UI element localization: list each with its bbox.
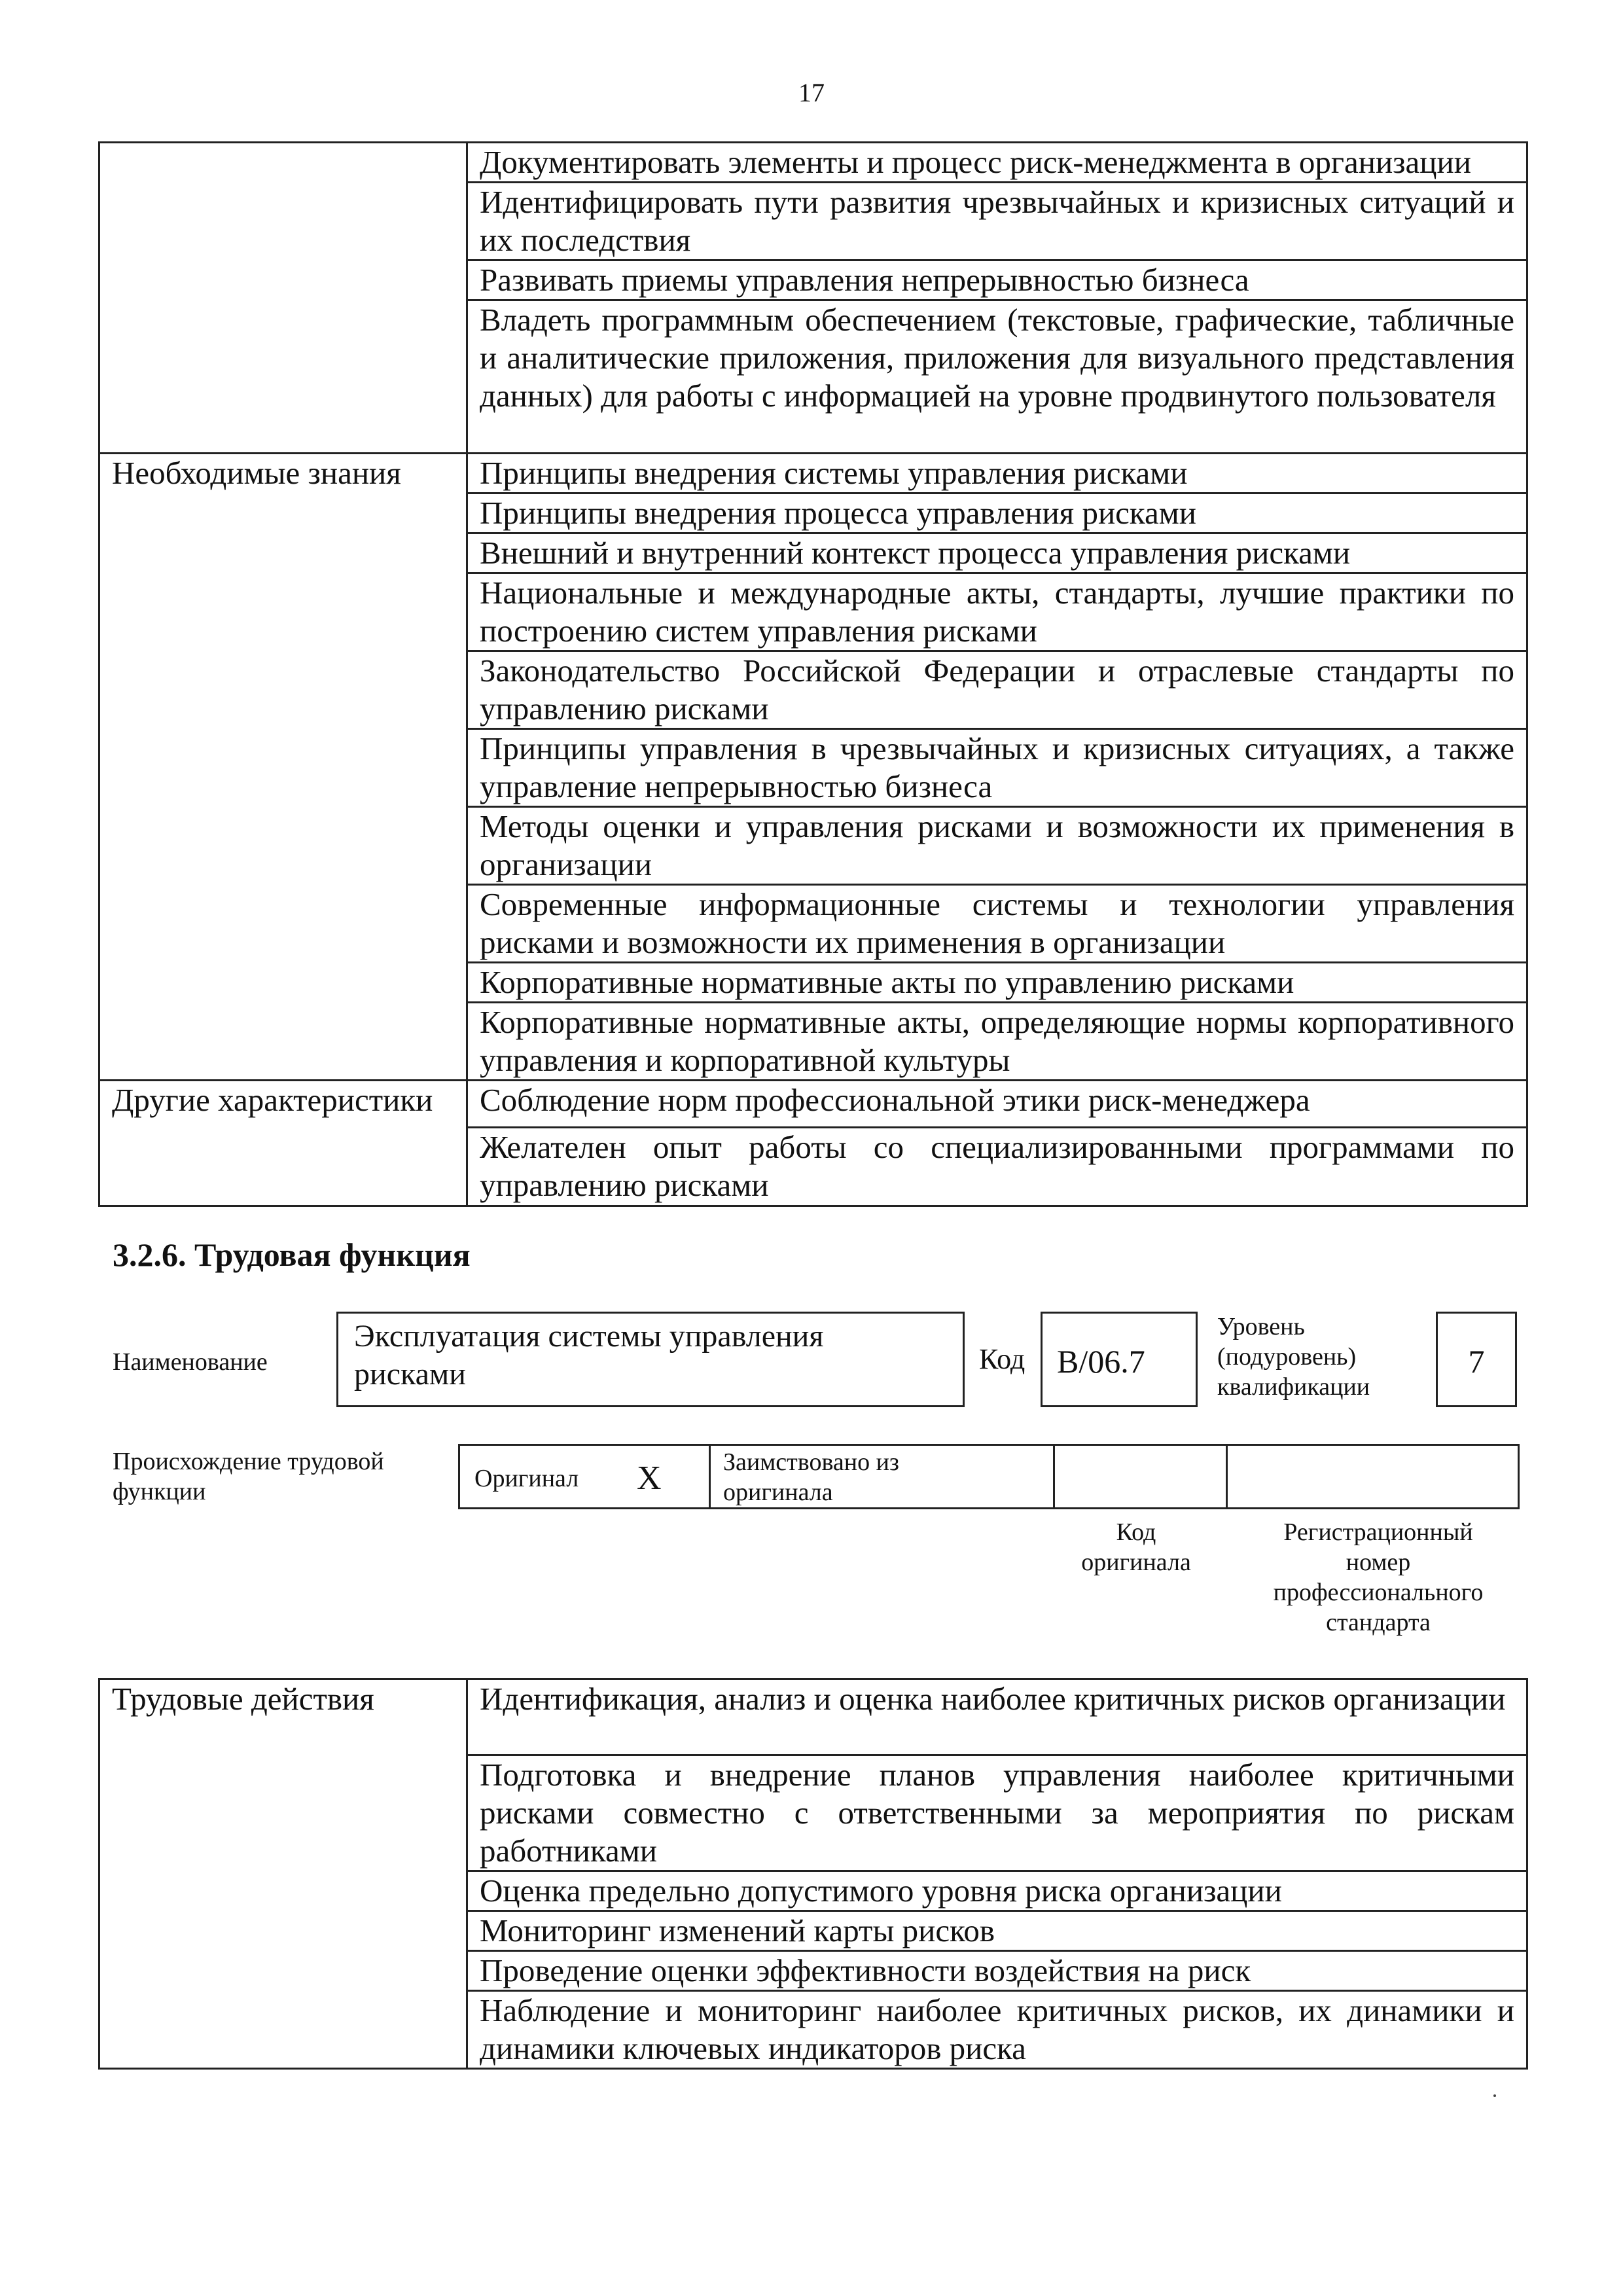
knowledge-item: Методы оценки и управления рисками и возможности их применения в организации bbox=[467, 807, 1527, 885]
level-box bbox=[1436, 1312, 1517, 1407]
knowledge-label: Необходимые знания bbox=[99, 454, 467, 1081]
action-item: Оценка предельно допустимого уровня риска организации bbox=[467, 1871, 1527, 1911]
knowledge-item: Национальные и международные акты, стандарты, лучшие практики по построению систем управления рисками bbox=[467, 573, 1527, 651]
borrowed-label-line1: Заимствовано из bbox=[723, 1448, 899, 1476]
code-caption bbox=[1051, 1517, 1221, 1577]
divider bbox=[709, 1444, 711, 1509]
origin-label bbox=[113, 1446, 384, 1507]
reg-number-caption bbox=[1241, 1517, 1516, 1638]
knowledge-item: Внешний и внутренний контекст процесса управления рисками bbox=[467, 533, 1527, 573]
knowledge-item: Корпоративные нормативные акты, определяющие нормы корпоративного управления и корпоративной культуры bbox=[467, 1003, 1527, 1081]
name-label: Наименование bbox=[113, 1348, 268, 1376]
knowledge-item: Корпоративные нормативные акты по управлению рисками bbox=[467, 963, 1527, 1003]
knowledge-item: Принципы внедрения системы управления рисками bbox=[467, 454, 1527, 493]
function-name-box bbox=[336, 1312, 965, 1407]
divider bbox=[1053, 1444, 1055, 1509]
code-label: Код bbox=[979, 1343, 1026, 1375]
other-label: Другие характеристики bbox=[99, 1081, 467, 1206]
knowledge-item: Принципы внедрения процесса управления рисками bbox=[467, 493, 1527, 533]
function-name-line2: рисками bbox=[354, 1357, 466, 1391]
level-label bbox=[1217, 1312, 1370, 1402]
origin-row bbox=[458, 1444, 1520, 1509]
requirements-table bbox=[98, 141, 1528, 1207]
scan-speck bbox=[1493, 2094, 1496, 2097]
table-row bbox=[99, 143, 1527, 183]
other-item: Соблюдение норм профессиональной этики риск-менеджера bbox=[467, 1081, 1527, 1128]
origin-label-line2: функции bbox=[113, 1478, 206, 1505]
origin-label-line1: Происхождение трудовой bbox=[113, 1448, 384, 1475]
level-label-line3: квалификации bbox=[1217, 1373, 1370, 1401]
skill-item: Идентифицировать пути развития чрезвычайных и кризисных ситуаций и их последствия bbox=[467, 183, 1527, 260]
page-number: 17 bbox=[798, 78, 825, 107]
table-row bbox=[99, 1081, 1527, 1128]
divider bbox=[1226, 1444, 1228, 1509]
table-row bbox=[99, 1679, 1527, 1755]
reg-caption-line1: Регистрационный bbox=[1283, 1518, 1473, 1546]
original-mark: X bbox=[637, 1460, 662, 1497]
reg-caption-line4: стандарта bbox=[1326, 1609, 1431, 1636]
code-caption-line1: Код bbox=[1116, 1518, 1156, 1546]
action-item: Наблюдение и мониторинг наиболее критичных рисков, их динамики и динамики ключевых индикаторов риска bbox=[467, 1991, 1527, 2069]
function-name-line1: Эксплуатация системы управления bbox=[354, 1319, 824, 1354]
reg-caption-line3: профессионального bbox=[1273, 1579, 1484, 1606]
knowledge-item: Законодательство Российской Федерации и отраслевые стандарты по управлению рисками bbox=[467, 651, 1527, 729]
code-caption-line2: оригинала bbox=[1081, 1549, 1191, 1576]
skill-item: Развивать приемы управления непрерывностью бизнеса bbox=[467, 260, 1527, 300]
skill-item: Владеть программным обеспечением (текстовые, графические, табличные и аналитические приложения, приложения для визуального представления данных) для работы с информацией на уровне продвинутого пользователя bbox=[467, 300, 1527, 454]
borrowed-label-line2: оригинала bbox=[723, 1479, 833, 1506]
original-label: Оригинал bbox=[474, 1465, 579, 1492]
action-item: Мониторинг изменений карты рисков bbox=[467, 1911, 1527, 1951]
actions-label: Трудовые действия bbox=[99, 1679, 467, 2069]
table-row bbox=[99, 454, 1527, 493]
knowledge-item: Принципы управления в чрезвычайных и кризисных ситуациях, а также управление непрерывностью бизнеса bbox=[467, 729, 1527, 807]
skill-item: Документировать элементы и процесс риск-менеджмента в организации bbox=[467, 143, 1527, 183]
action-item: Подготовка и внедрение планов управления наиболее критичными рисками совместно с ответственными за мероприятия по рискам работниками bbox=[467, 1755, 1527, 1871]
level-value: 7 bbox=[1468, 1343, 1485, 1380]
action-item: Проведение оценки эффективности воздействия на риск bbox=[467, 1951, 1527, 1991]
section-title: 3.2.6. Трудовая функция bbox=[113, 1236, 471, 1273]
reg-caption-line2: номер bbox=[1346, 1549, 1411, 1576]
knowledge-item: Современные информационные системы и технологии управления рисками и возможности их применения в организации bbox=[467, 885, 1527, 963]
other-item: Желателен опыт работы со специализированными программами по управлению рисками bbox=[467, 1128, 1527, 1206]
code-value: B/06.7 bbox=[1057, 1343, 1145, 1380]
action-item: Идентификация, анализ и оценка наиболее критичных рисков организации bbox=[467, 1679, 1527, 1755]
borrowed-label bbox=[723, 1447, 899, 1507]
level-label-line1: Уровень bbox=[1217, 1313, 1305, 1340]
skills-label-cell bbox=[99, 143, 467, 454]
actions-table bbox=[98, 1678, 1528, 2070]
level-label-line2: (подуровень) bbox=[1217, 1343, 1357, 1371]
code-box bbox=[1041, 1312, 1198, 1407]
